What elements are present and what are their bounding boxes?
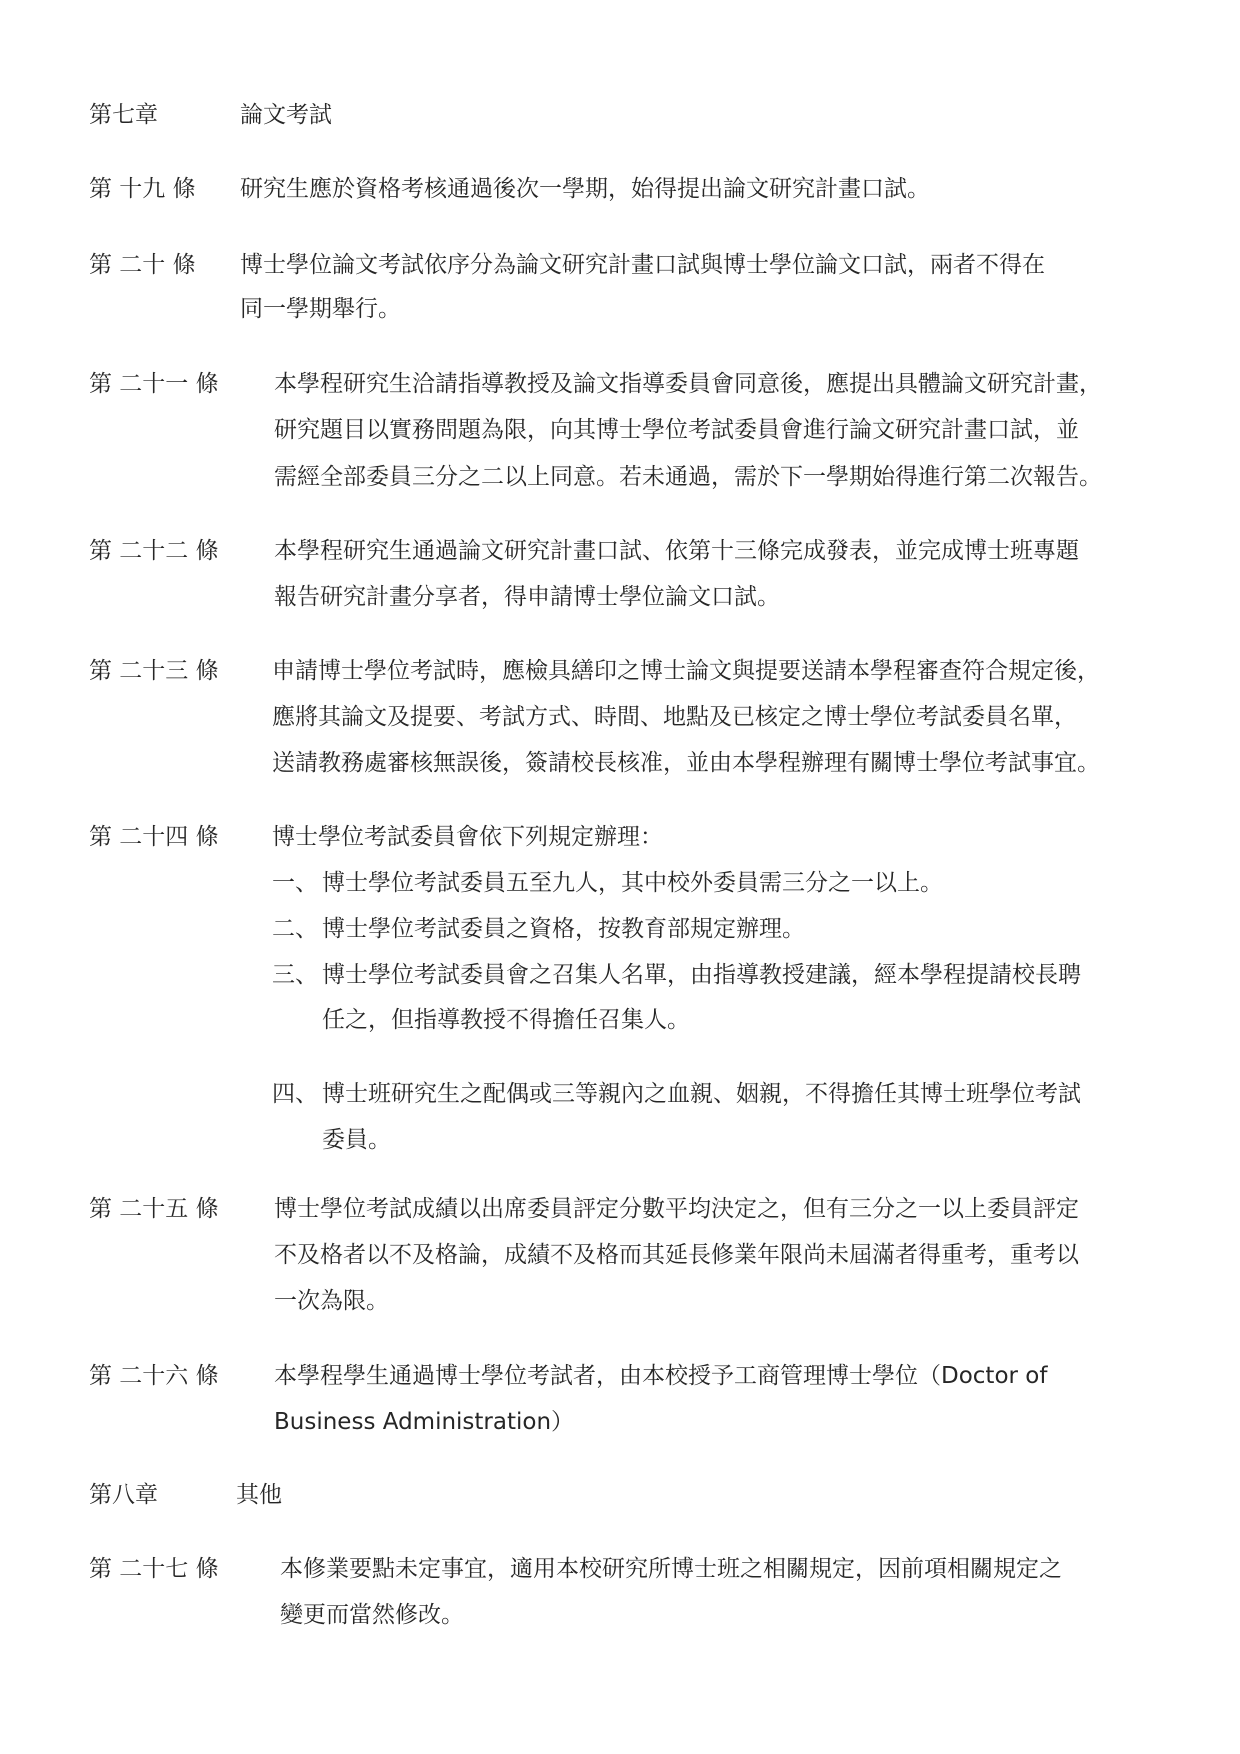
article-label: 第 二十二 條 xyxy=(89,538,219,564)
article-label: 第 十九 條 xyxy=(89,176,196,202)
article-intro: 博士學位考試委員會依下列規定辦理： xyxy=(272,824,663,850)
article-text-line: 本學程研究生通過論文研究計畫口試、依第十三條完成發表，並完成博士班專題 xyxy=(274,538,1079,564)
article-text-line: 申請博士學位考試時，應檢具繕印之博士論文與提要送請本學程審查符合規定後， xyxy=(272,658,1100,684)
chapter-label: 第七章 xyxy=(89,102,158,128)
article-text-line: 本學程研究生洽請指導教授及論文指導委員會同意後，應提出具體論文研究計畫， xyxy=(274,371,1102,397)
article-text-line: 送請教務處審核無誤後，簽請校長核准，並由本學程辦理有關博士學位考試事宜。 xyxy=(272,750,1100,776)
article-text-line: 報告研究計畫分享者，得申請博士學位論文口試。 xyxy=(274,584,780,610)
list-item-number: 三、 xyxy=(272,962,318,988)
article-text-line: 研究生應於資格考核通過後次一學期，始得提出論文研究計畫口試。 xyxy=(240,176,930,202)
article-label: 第 二十六 條 xyxy=(89,1363,219,1389)
article-text-line: 應將其論文及提要、考試方式、時間、地點及已核定之博士學位考試委員名單， xyxy=(272,704,1077,730)
article-text-line: Business Administration） xyxy=(274,1409,575,1435)
list-item-text: 委員。 xyxy=(322,1127,391,1153)
list-item-number: 一、 xyxy=(272,870,318,896)
article-text-line: 本修業要點未定事宜，適用本校研究所博士班之相關規定，因前項相關規定之 xyxy=(280,1556,1062,1582)
list-item-text: 博士學位考試委員五至九人，其中校外委員需三分之一以上。 xyxy=(322,870,943,896)
article-label: 第 二十 條 xyxy=(89,252,196,278)
article-text-line: 不及格者以不及格論，成績不及格而其延長修業年限尚未屆滿者得重考，重考以 xyxy=(274,1242,1079,1268)
article-label: 第 二十一 條 xyxy=(89,371,219,397)
list-item-text: 博士學位考試委員會之召集人名單，由指導教授建議，經本學程提請校長聘 xyxy=(322,962,1081,988)
article-text-line: 研究題目以實務問題為限，向其博士學位考試委員會進行論文研究計畫口試，並 xyxy=(274,417,1079,443)
list-item-number: 二、 xyxy=(272,916,318,942)
chapter-title: 其他 xyxy=(236,1482,282,1508)
article-text-line: 一次為限。 xyxy=(274,1288,389,1314)
chapter-label: 第八章 xyxy=(89,1482,158,1508)
article-label: 第 二十七 條 xyxy=(89,1556,219,1582)
list-item-text: 博士班研究生之配偶或三等親內之血親、姻親，不得擔任其博士班學位考試 xyxy=(322,1081,1081,1107)
article-text-line: 博士學位考試成績以出席委員評定分數平均決定之，但有三分之一以上委員評定 xyxy=(274,1196,1079,1222)
article-text-line: 同一學期舉行。 xyxy=(240,296,401,322)
list-item-text: 博士學位考試委員之資格，按教育部規定辦理。 xyxy=(322,916,805,942)
article-text-line: 博士學位論文考試依序分為論文研究計畫口試與博士學位論文口試，兩者不得在 xyxy=(240,252,1045,278)
article-text-line: 本學程學生通過博士學位考試者，由本校授予工商管理博士學位（Doctor of xyxy=(274,1363,1048,1389)
article-label: 第 二十三 條 xyxy=(89,658,219,684)
list-item-number: 四、 xyxy=(272,1081,318,1107)
article-text-line: 需經全部委員三分之二以上同意。若未通過，需於下一學期始得進行第二次報告。 xyxy=(274,464,1102,490)
article-label: 第 二十五 條 xyxy=(89,1196,219,1222)
list-item-text: 任之，但指導教授不得擔任召集人。 xyxy=(322,1007,690,1033)
article-text-line: 變更而當然修改。 xyxy=(280,1602,464,1628)
chapter-title: 論文考試 xyxy=(240,102,332,128)
article-label: 第 二十四 條 xyxy=(89,824,219,850)
